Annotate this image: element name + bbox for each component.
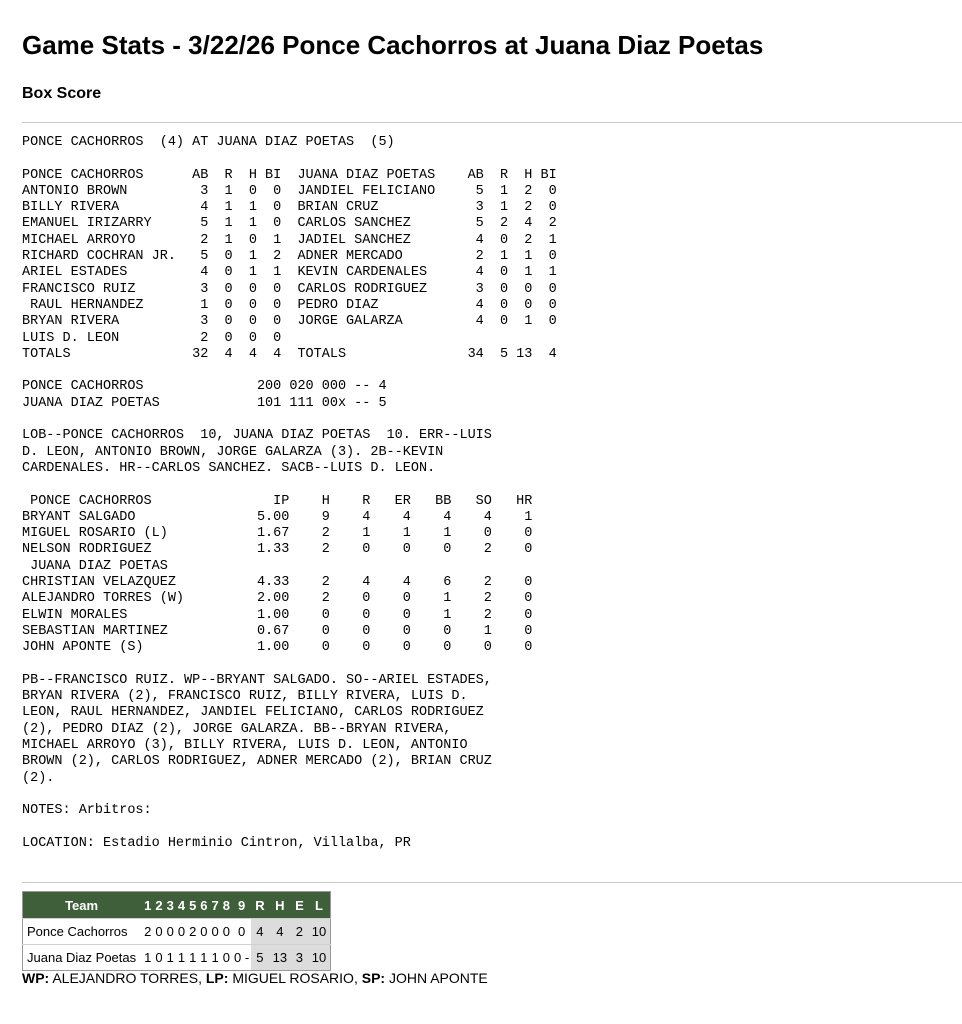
pitcher-decisions <box>22 970 488 986</box>
save-pitcher-label: SP: <box>361 970 386 986</box>
team-name: Ponce Cachorros <box>23 919 143 945</box>
linescore-header-row <box>23 892 331 919</box>
winning-pitcher-label: WP: <box>22 970 50 986</box>
box-score-text: PONCE CACHORROS (4) AT JUANA DIAZ POETAS (5) PONCE CACHORROS AB R H BI JUANA DIAZ POETAS AB R H BI ANTONIO BROWN 3 1 0 0 JANDIEL FELICIANO 5 1 2 0 BILLY RIVERA 4 1 1 0 BRIAN CRUZ 3 1 2 0 EMANUEL IRIZARRY 5 1 1 0 CARLOS SANCHEZ 5 2 4 2 MICHAEL ARROYO 2 1 0 1 JADIEL SANCHEZ 4 0 2 1 RICHARD COCHRAN JR. 5 0 1 2 ADNER MERCADO 2 1 1 0 ARIEL ESTADES 4 0 1 1 KEVIN CARDENALES 4 0 1 1 FRANCISCO RUIZ 3 0 0 0 CARLOS RODRIGUEZ 3 0 0 0 RAUL HERNANDEZ 1 0 0 0 PEDRO DIAZ 4 0 0 0 BRYAN RIVERA 3 0 0 0 JORGE GALARZA 4 0 1 0 LUIS D. LEON 2 0 0 0 TOTALS 32 4 4 4 TOTALS 34 5 13 4 PONCE CACHORROS 200 020 000 -- 4 JUANA DIAZ POETAS 101 111 00x -- 5 LOB--PONCE CACHORROS 10, JUANA DIAZ POETAS 10. ERR--LUIS D. LEON, ANTONIO BROWN, JORGE GALARZA (3). 2B--KEVIN CARDENALES. HR--CARLOS SANCHEZ. SACB--LUIS D. LEON. PONCE CACHORROS IP H R ER BB SO HR BRYANT SALGADO 5.00 9 4 4 4 4 1 MIGUEL ROSARIO (L) 1.67 2 1 1 1 0 0 NELSON RODRIGUEZ 1.33 2 0 0 0 2 0 JUANA DIAZ POETAS CHRISTIAN VELAZQUEZ 4.33 2 4 4 6 2 0 ALEJANDRO TORRES (W) 2.00 2 0 0 1 2 0 ELWIN MORALES 1.00 0 0 0 1 2 0 SEBASTIAN MARTINEZ 0.67 0 0 0 0 1 0 JOHN APONTE (S) 1.00 0 0 0 0 0 0 PB--FRANCISCO RUIZ. WP--BRYANT SALGADO. SO--ARIEL ESTADES, BRYAN RIVERA (2), FRANCISCO RUIZ, BILLY RIVERA, LUIS D. LEON, RAUL HERNANDEZ, JANDIEL FELICIANO, CARLOS RODRIGUEZ (2), PEDRO DIAZ (2), JORGE GALARZA. BB--BRYAN RIVERA, MICHAEL ARROYO (3), BILLY RIVERA, LUIS D. LEON, ANTONIO BROWN (2), CARLOS RODRIGUEZ, ADNER MERCADO (2), BRIAN CRUZ (2). NOTES: Arbitros: LOCATION: Estadio Herminio Cintron, Villalba, PR <box>22 135 557 851</box>
column-header-hits: H <box>269 892 291 919</box>
inning-score: 0 <box>198 919 209 945</box>
divider <box>22 882 962 883</box>
linescore-table <box>22 891 331 971</box>
column-header-errors: E <box>291 892 308 919</box>
inning-score <box>232 945 251 971</box>
column-header-inning: 9 <box>232 892 251 919</box>
inning-score: 1 <box>210 945 221 971</box>
inning-score: 1 <box>176 945 187 971</box>
inning-score: 1 <box>198 945 209 971</box>
column-header-inning: 4 <box>176 892 187 919</box>
column-header-lob: L <box>308 892 331 919</box>
inning-score: 0 <box>221 945 232 971</box>
inning-score: 0 <box>210 919 221 945</box>
team-name: Juana Diaz Poetas <box>23 945 143 971</box>
total-errors: 2 <box>291 919 308 945</box>
separator: , <box>353 970 362 986</box>
save-pitcher: JOHN APONTE <box>388 970 488 986</box>
inning-score: 1 <box>187 945 198 971</box>
column-header-inning: 5 <box>187 892 198 919</box>
inning-score: 0 <box>176 919 187 945</box>
inning-score: 0 <box>153 945 164 971</box>
page-title: Game Stats - 3/22/26 Ponce Cachorros at Juana Diaz Poetas <box>22 30 764 60</box>
column-header-runs: R <box>251 892 268 919</box>
inning-score: 0 <box>221 919 232 945</box>
divider <box>22 122 962 123</box>
inning-score: 0 <box>232 919 251 945</box>
inning-score: 2 <box>187 919 198 945</box>
column-header-inning: 1 <box>142 892 153 919</box>
inning-score: 0 <box>153 919 164 945</box>
total-hits: 13 <box>269 945 291 971</box>
losing-pitcher-label: LP: <box>205 970 229 986</box>
total-hits: 4 <box>269 919 291 945</box>
losing-pitcher: MIGUEL ROSARIO <box>232 970 354 986</box>
inning-score: 0 <box>165 919 176 945</box>
column-header-inning: 7 <box>210 892 221 919</box>
total-errors: 3 <box>291 945 308 971</box>
total-runs: 5 <box>251 945 268 971</box>
column-header-inning: 8 <box>221 892 232 919</box>
column-header-team: Team <box>23 892 143 919</box>
linescore-row-juana-diaz <box>23 945 331 971</box>
section-title-box-score: Box Score <box>22 85 102 102</box>
column-header-inning: 3 <box>165 892 176 919</box>
inning-score-9: - <box>244 950 250 965</box>
linescore-row-ponce <box>23 919 331 945</box>
separator: , <box>198 970 206 986</box>
total-lob: 10 <box>308 945 331 971</box>
column-header-inning: 2 <box>153 892 164 919</box>
total-lob: 10 <box>308 919 331 945</box>
inning-score: 1 <box>142 945 153 971</box>
winning-pitcher: ALEJANDRO TORRES <box>52 970 199 986</box>
inning-score-8: 0 <box>234 950 242 965</box>
inning-score: 1 <box>165 945 176 971</box>
total-runs: 4 <box>251 919 268 945</box>
column-header-inning: 6 <box>198 892 209 919</box>
inning-score: 2 <box>142 919 153 945</box>
